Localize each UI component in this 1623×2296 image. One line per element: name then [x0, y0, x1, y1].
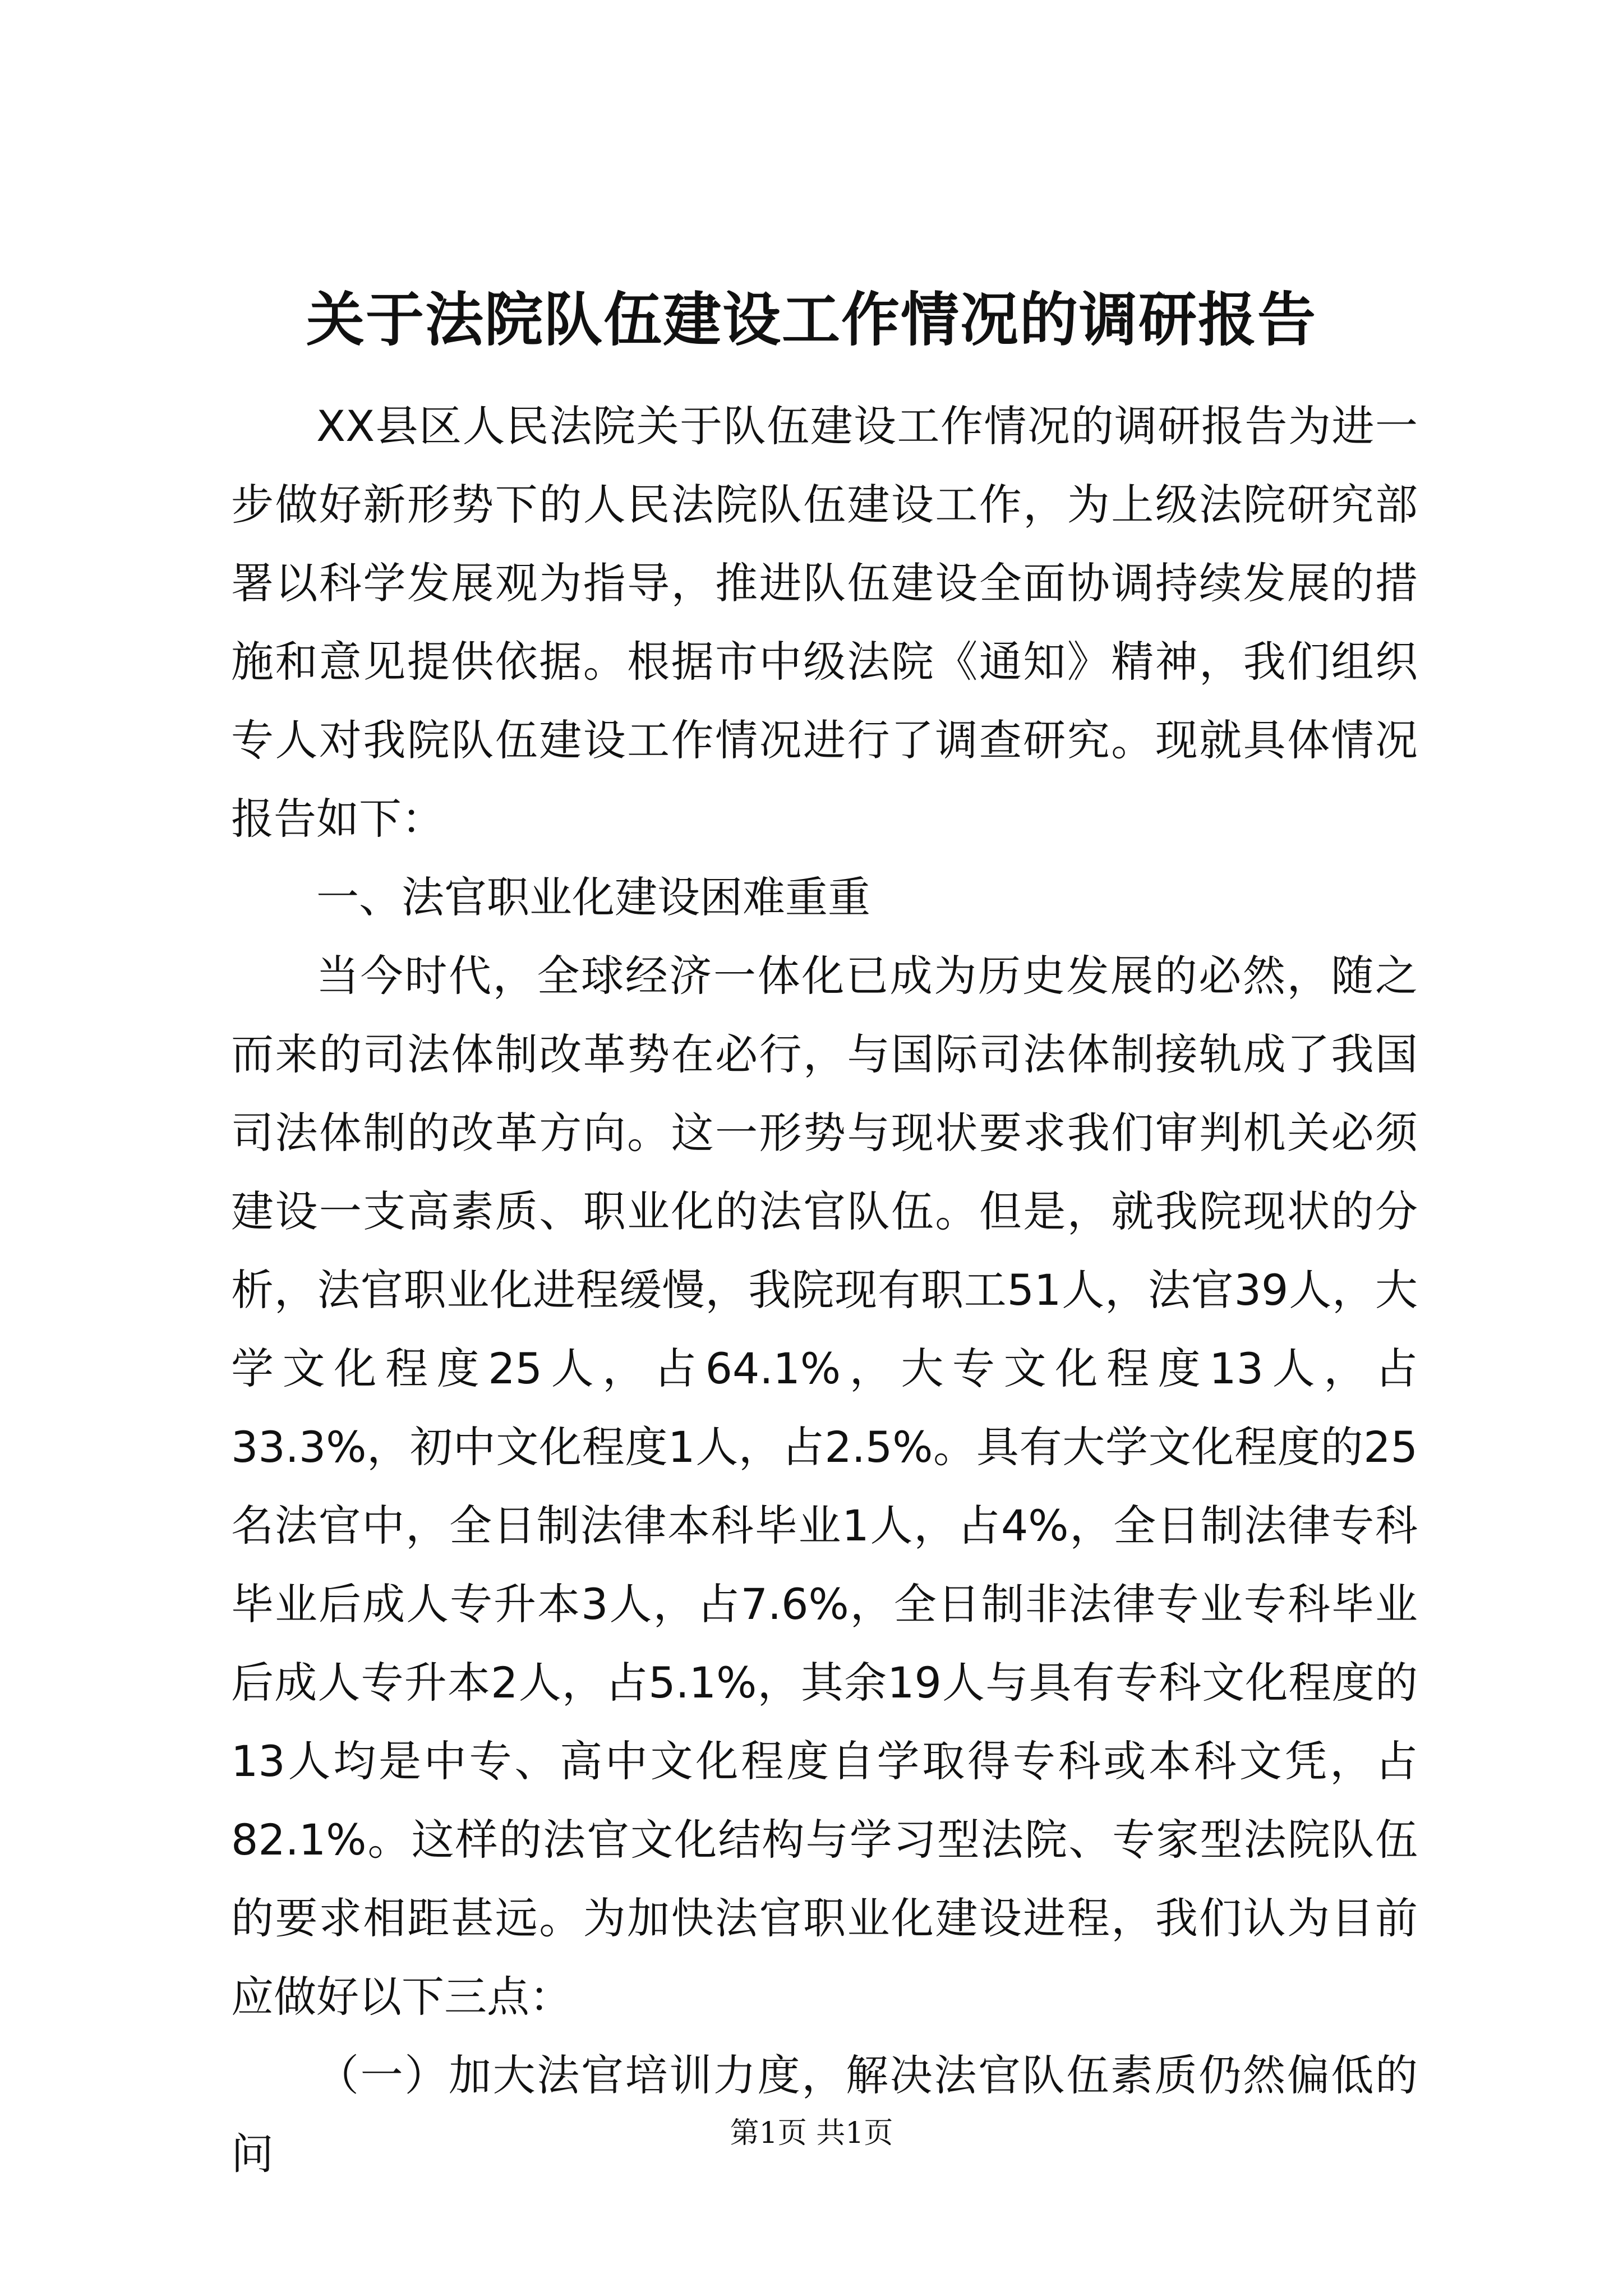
- section-heading-1: 一、法官职业化建设困难重重: [316, 872, 870, 922]
- page-footer: 第1页 共1页: [730, 2116, 893, 2150]
- paragraph-intro: XX县区人民法院关于队伍建设工作情况的调研报告为进一步做好新形势下的人民法院队伍建设工作，为上级法院研究部署以科学发展观为指导，推进队伍建设全面协调持续发展的措施和意见提供依据。根据市中级法院《通知》精神，我们组织专人对我院队伍建设工作情况进行了调查研究。现就具体情况报告如下：: [231, 401, 1418, 844]
- document-title: 关于法院队伍建设工作情况的调研报告: [306, 285, 1317, 354]
- document-body: [231, 387, 1418, 2193]
- subsection-heading-1: （一）加大法官培训力度，解决法官队伍素质仍然偏低的问: [231, 2050, 1418, 2179]
- paragraph-section-1: 当今时代，全球经济一体化已成为历史发展的必然，随之而来的司法体制改革势在必行，与国际司法体制接轨成了我国司法体制的改革方向。这一形势与现状要求我们审判机关必须建设一支高素质、职业化的法官队伍。但是，就我院现状的分析，法官职业化进程缓慢，我院现有职工51人，法官39人，大学文化程度25人，占64.1%，大专文化程度13人，占33.3%，初中文化程度1人，占2.5%。具有大学文化程度的25名法官中，全日制法律本科毕业1人，占4%，全日制法律专科毕业后成人专升本3人，占7.6%，全日制非法律专业专科毕业后成人专升本2人，占5.1%，其余19人与具有专科文化程度的13人均是中专、高中文化程度自学取得专科或本科文凭，占82.1%。这样的法官文化结构与学习型法院、专家型法院队伍的要求相距甚远。为加快法官职业化建设进程，我们认为目前应做好以下三点：: [231, 951, 1418, 2022]
